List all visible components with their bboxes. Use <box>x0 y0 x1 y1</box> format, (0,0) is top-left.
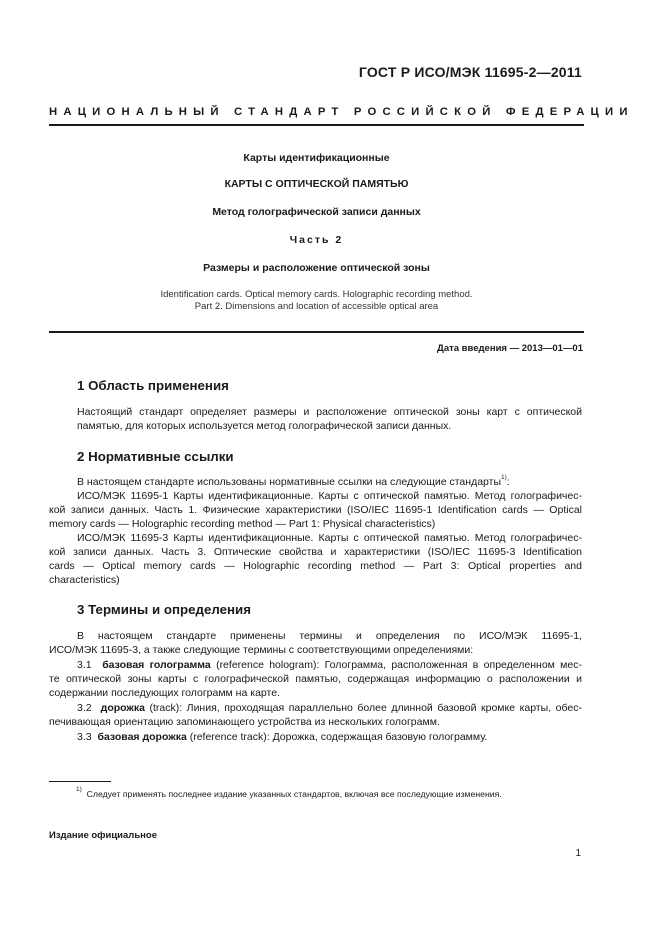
title-line-3: Метод голографической записи данных <box>212 206 421 218</box>
term-3-3-definition: (reference track): Дорожка, содержащая базовую голограмму. <box>186 731 488 743</box>
title-line-2: КАРТЫ С ОПТИЧЕСКОЙ ПАМЯТЬЮ <box>224 178 409 190</box>
section-1-heading: 1 Область применения <box>77 378 229 393</box>
section-3-heading: 3 Термины и определения <box>77 602 251 617</box>
section-2-line-7: cards — Optical memory cards — Holographic recording method — Part 3: Optical properties and <box>49 560 582 572</box>
section-2-line-1 <box>77 476 582 488</box>
term-3-2-number: 3.2 <box>77 702 92 714</box>
section-2-line-5: ИСО/МЭК 11695-3 Карты идентификационные. Карты с оптической памятью. Метод голографичес- <box>77 532 582 544</box>
title-rule <box>49 331 584 333</box>
term-3-2-line-2: печивающая ориентацию запоминающего устройства из нескольких голограмм. <box>49 716 440 728</box>
section-3-line-2: ИСО/МЭК 11695-3, а также следующие термины с соответствующими определениями: <box>49 644 474 656</box>
term-3-2 <box>77 702 582 714</box>
edition-label: Издание официальное <box>49 830 157 841</box>
section-2-line-1-end: : <box>506 476 510 488</box>
title-line-4: Размеры и расположение оптической зоны <box>203 262 430 274</box>
english-title-line-1: Identification cards. Optical memory cards. Holographic recording method. <box>160 289 473 300</box>
footnote-rule <box>49 781 111 782</box>
english-title-line-2: Part 2. Dimensions and location of accessible optical area <box>194 301 439 312</box>
footnote-reference: 1) <box>501 474 507 481</box>
section-2-line-6: кой записи данных. Часть 3. Оптические свойства и характеристики (ISO/IEC 11695-3 Identification <box>49 546 582 558</box>
document-id: ГОСТ Р ИСО/МЭК 11695-2—2011 <box>358 64 582 80</box>
title-line-1: Карты идентификационные <box>243 152 390 164</box>
term-3-3-term: базовая дорожка <box>97 731 187 743</box>
section-2-line-4: memory cards — Holographic recording method — Part 1: Physical characteristics) <box>49 518 436 530</box>
header-rule <box>49 124 584 126</box>
section-3-line-1: В настоящем стандарте применены термины и определения по ИСО/МЭК 11695-1, <box>77 630 582 642</box>
national-standard-banner: НАЦИОНАЛЬНЫЙ СТАНДАРТ РОССИЙСКОЙ ФЕДЕРАЦИИ <box>49 106 634 118</box>
term-3-3 <box>77 731 582 743</box>
section-2-line-1-text: В настоящем стандарте использованы нормативные ссылки на следующие стандарты <box>77 476 502 488</box>
effective-date: Дата введения — 2013—01—01 <box>437 343 583 354</box>
title-part: Часть 2 <box>289 234 344 246</box>
section-2-line-3: кой записи данных. Часть 1. Физические характеристики (ISO/IEC 11695-1 Identification cards — Optical <box>49 504 582 516</box>
term-3-2-definition: (track): Линия, проходящая параллельно более длинной базовой кромке карты, обес- <box>144 702 582 714</box>
section-1-line-2: памятью, для которых используется метод голографической записи данных. <box>77 420 452 432</box>
page-number: 1 <box>575 848 581 859</box>
term-3-1-term: базовая голограмма <box>102 659 211 671</box>
footnote-text: Следует применять последнее издание указанных стандартов, включая все последующие изменения. <box>86 789 502 799</box>
term-3-1 <box>77 659 582 671</box>
term-3-1-definition: (reference hologram): Голограмма, расположенная в определенном мес- <box>210 659 582 671</box>
term-3-3-number: 3.3 <box>77 731 92 743</box>
section-2-line-8: characteristics) <box>49 574 120 586</box>
term-3-1-number: 3.1 <box>77 659 92 671</box>
section-1-line-1: Настоящий стандарт определяет размеры и расположение оптической зоны карт с оптической <box>77 406 582 418</box>
section-2-heading: 2 Нормативные ссылки <box>77 449 234 464</box>
footnote <box>76 786 502 799</box>
term-3-2-term: дорожка <box>100 702 145 714</box>
section-2-line-2: ИСО/МЭК 11695-1 Карты идентификационные. Карты с оптической памятью. Метод голографичес- <box>77 490 582 502</box>
term-3-1-line-3: содержании последующих голограмм на карте. <box>49 687 280 699</box>
term-3-1-line-2: те оптической зоны карты с голографической памятью, содержащая информацию о расположении и <box>49 673 582 685</box>
footnote-marker: 1) <box>76 786 82 793</box>
